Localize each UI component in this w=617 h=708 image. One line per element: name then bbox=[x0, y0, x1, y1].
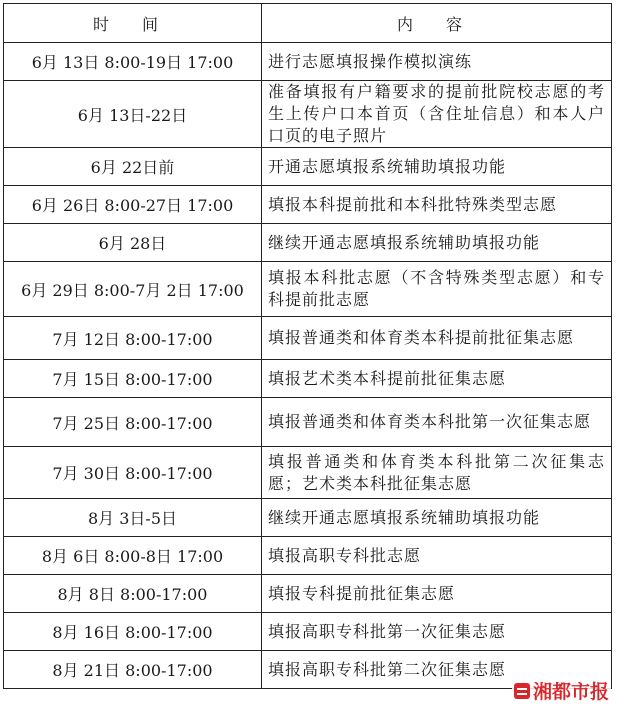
table-row bbox=[4, 613, 612, 651]
row-time: 6月 22日前 bbox=[4, 148, 262, 186]
table-row bbox=[4, 360, 612, 398]
row-time: 6月 13日-22日 bbox=[4, 81, 262, 148]
row-time: 6月 28日 bbox=[4, 224, 262, 262]
row-content: 填报普通类和体育类本科批第一次征集志愿 bbox=[262, 398, 612, 447]
row-time: 6月 13日 8:00-19日 17:00 bbox=[4, 43, 262, 81]
row-time: 6月 29日 8:00-7月 2日 17:00 bbox=[4, 262, 262, 317]
table-row bbox=[4, 224, 612, 262]
row-time: 7月 12日 8:00-17:00 bbox=[4, 317, 262, 360]
row-content: 填报本科提前批和本科批特殊类型志愿 bbox=[262, 186, 612, 224]
row-content: 继续开通志愿填报系统辅助填报功能 bbox=[262, 499, 612, 537]
row-time: 7月 30日 8:00-17:00 bbox=[4, 447, 262, 499]
table-row bbox=[4, 186, 612, 224]
row-content: 填报高职专科批志愿 bbox=[262, 537, 612, 575]
newspaper-logo bbox=[512, 677, 611, 704]
table-row bbox=[4, 43, 612, 81]
row-content: 开通志愿填报系统辅助填报功能 bbox=[262, 148, 612, 186]
row-time: 7月 25日 8:00-17:00 bbox=[4, 398, 262, 447]
row-content: 进行志愿填报操作模拟演练 bbox=[262, 43, 612, 81]
header-content: 内 容 bbox=[262, 4, 612, 43]
header-row bbox=[4, 4, 612, 43]
table-row bbox=[4, 148, 612, 186]
row-content: 填报高职专科批第二次征集志愿 bbox=[262, 651, 612, 689]
table-row bbox=[4, 398, 612, 447]
table-row bbox=[4, 262, 612, 317]
table-row bbox=[4, 575, 612, 613]
logo-text: 湘都市报 bbox=[532, 681, 609, 703]
row-content: 准备填报有户籍要求的提前批院校志愿的考生上传户口本首页（含住址信息）和本人户口页的电子照片 bbox=[262, 81, 612, 148]
table-row bbox=[4, 499, 612, 537]
row-time: 8月 8日 8:00-17:00 bbox=[4, 575, 262, 613]
row-content: 填报艺术类本科提前批征集志愿 bbox=[262, 360, 612, 398]
row-content: 填报普通类和体育类本科提前批征集志愿 bbox=[262, 317, 612, 360]
table-row bbox=[4, 81, 612, 148]
row-time: 6月 26日 8:00-27日 17:00 bbox=[4, 186, 262, 224]
logo-mark-icon bbox=[514, 683, 530, 699]
row-content: 填报本科批志愿（不含特殊类型志愿）和专科提前批志愿 bbox=[262, 262, 612, 317]
row-time: 8月 3日-5日 bbox=[4, 499, 262, 537]
row-time: 8月 21日 8:00-17:00 bbox=[4, 651, 262, 689]
row-time: 7月 15日 8:00-17:00 bbox=[4, 360, 262, 398]
header-time: 时 间 bbox=[4, 4, 262, 43]
row-time: 8月 16日 8:00-17:00 bbox=[4, 613, 262, 651]
table-row bbox=[4, 317, 612, 360]
row-content: 继续开通志愿填报系统辅助填报功能 bbox=[262, 224, 612, 262]
table-row bbox=[4, 537, 612, 575]
row-content: 填报专科提前批征集志愿 bbox=[262, 575, 612, 613]
schedule-table bbox=[3, 3, 612, 689]
row-time: 8月 6日 8:00-8日 17:00 bbox=[4, 537, 262, 575]
row-content: 填报高职专科批第一次征集志愿 bbox=[262, 613, 612, 651]
row-content: 填报普通类和体育类本科批第二次征集志愿；艺术类本科批征集志愿 bbox=[262, 447, 612, 499]
table-row bbox=[4, 447, 612, 499]
